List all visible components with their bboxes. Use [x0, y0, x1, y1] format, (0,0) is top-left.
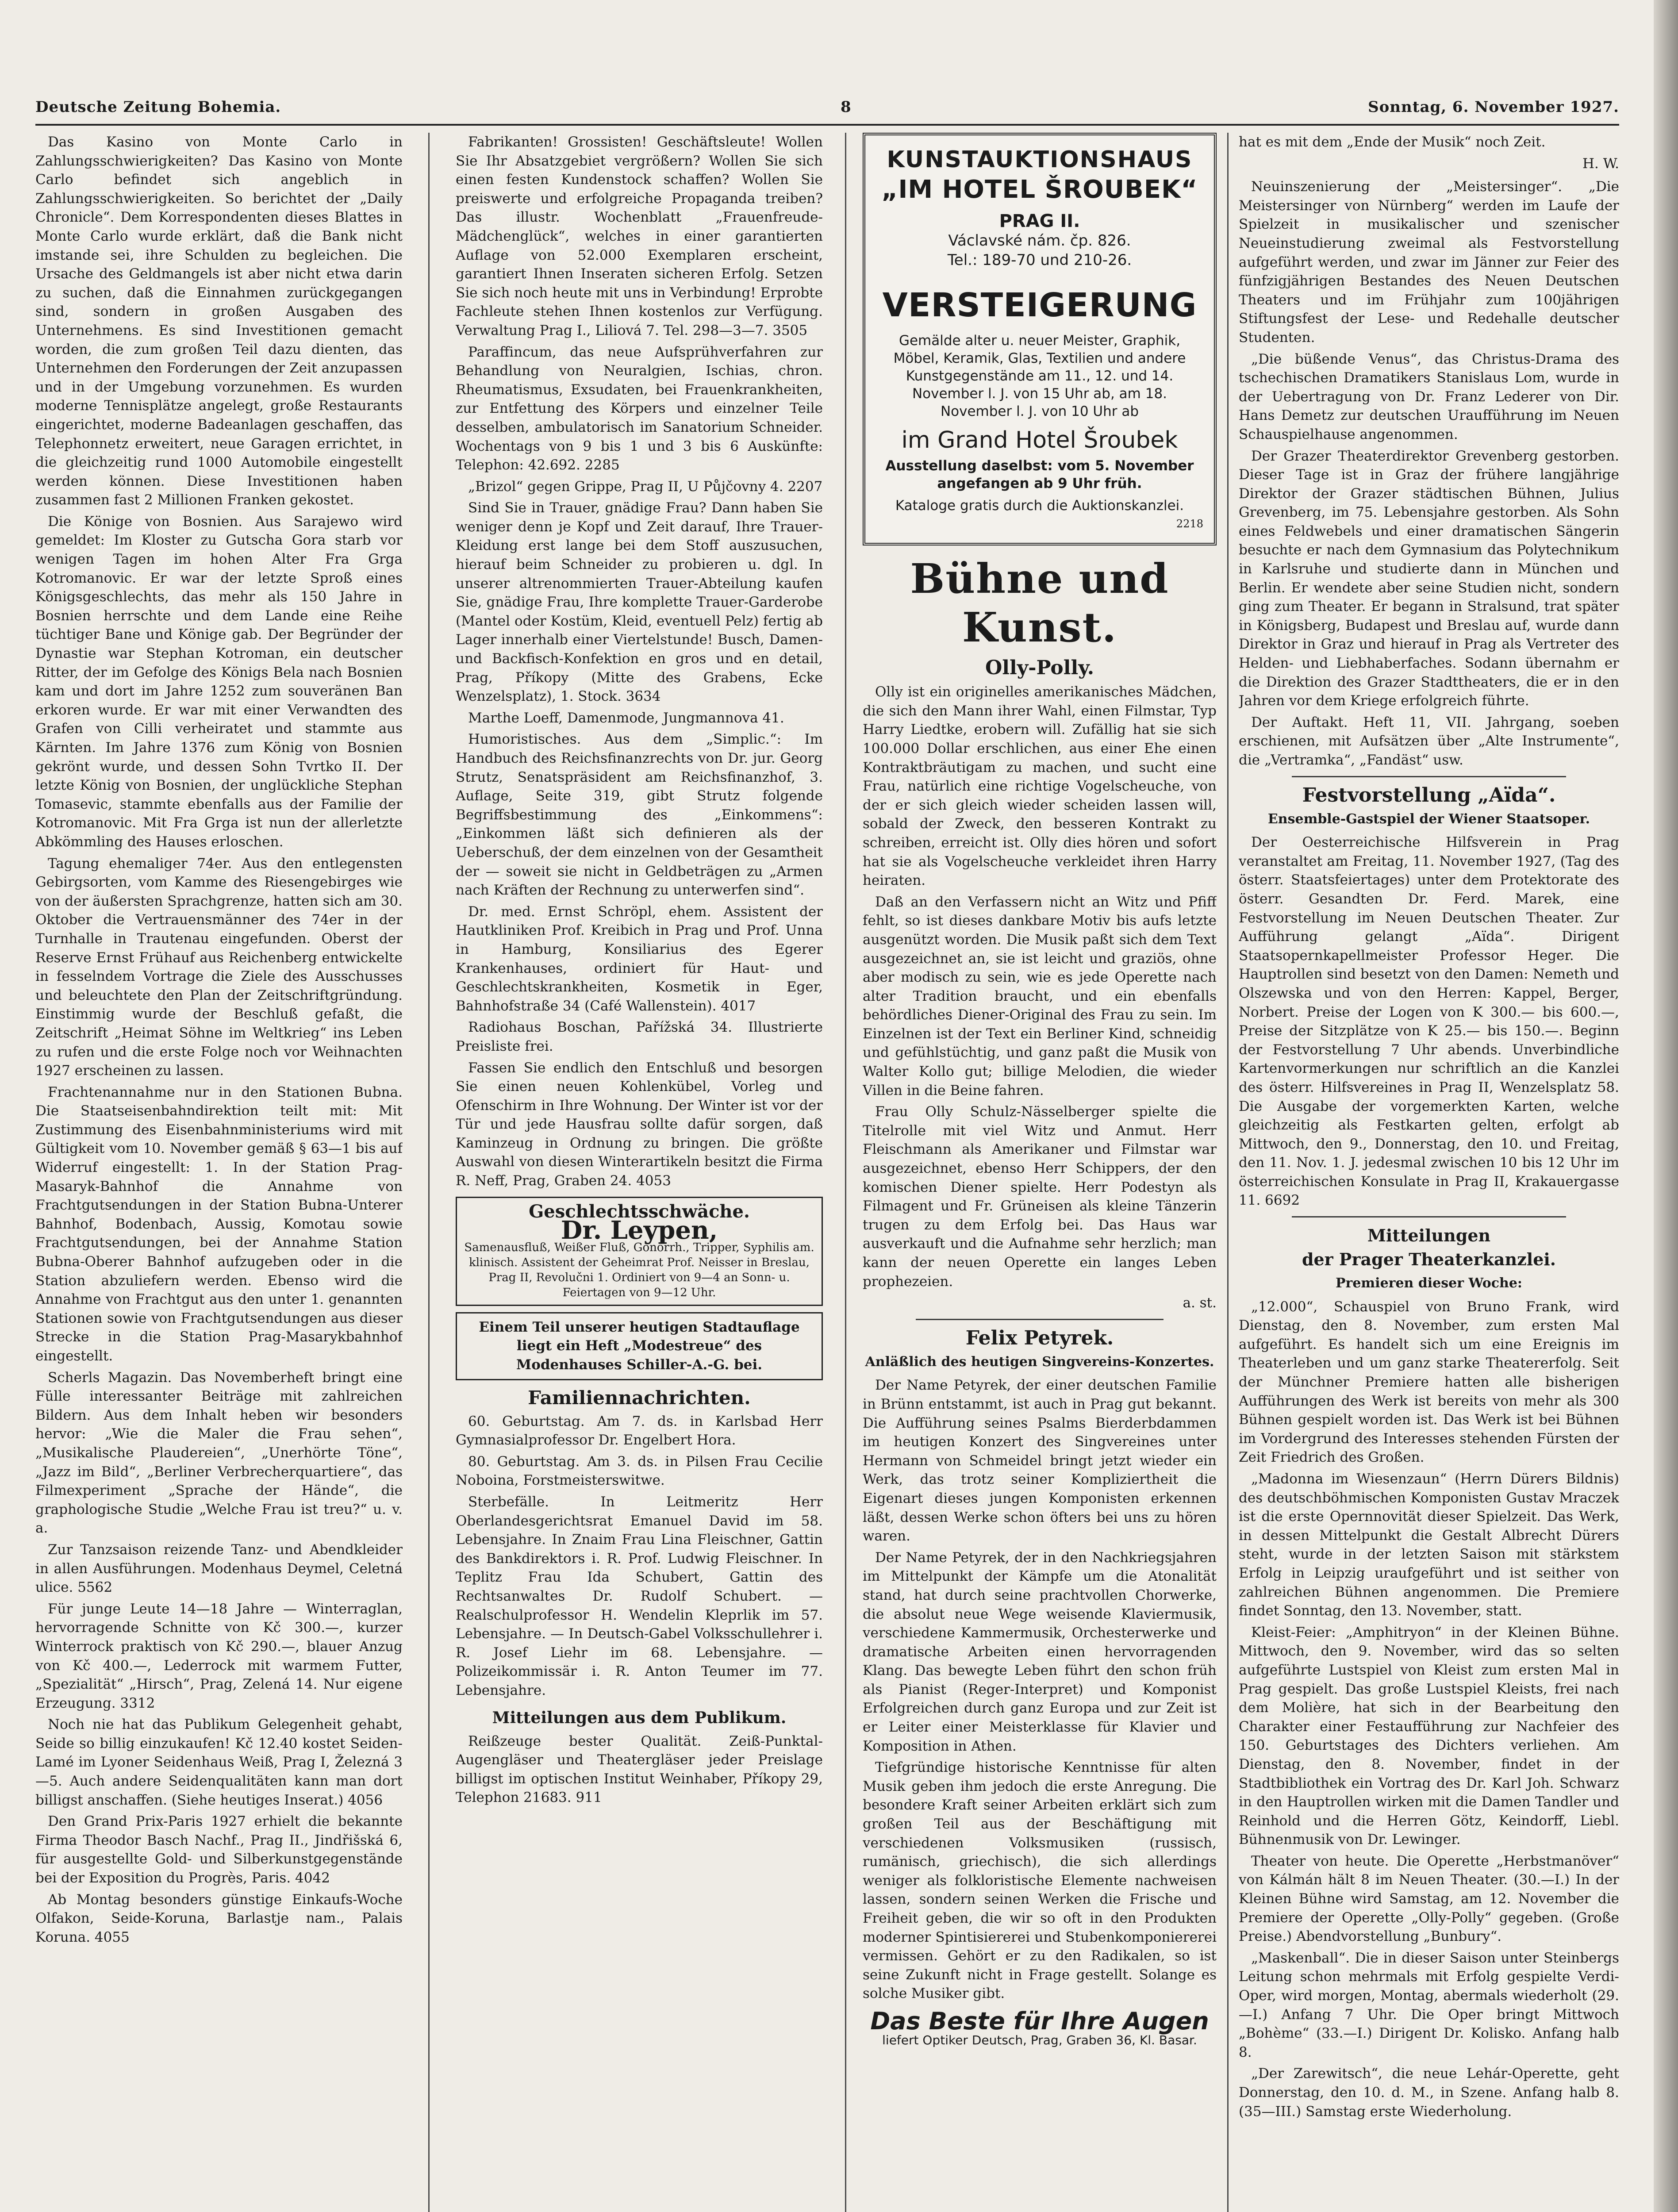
premiere-item: Kleist-Feier: „Amphitryon“ in der Kleinen Bühne. Mittwoch, den 9. November, wird das so selten aufgeführte Lustspiel von Kleist zum ersten Mal in Prag gespielt. Das große Lustspiel Kleists, frei nach dem Molière, hat sich in der Bearbeitung den Charakter einer Festaufführung zur Nachfeier des 150. Geburtstages des Dichters verliehen. Am Dienstag, den 8. November, findet in der Stadtbibliothek ein Vortrag des Dr. Karl Joh. Schwarz in den Hauptrollen wirken mit die Damen Tandler und Reinhold und die Herren Götz, Keindorff, Liebl. Bühnenmusik von Dr. Lewinger.	[1239, 1624, 1619, 1848]
article-aida-text: Der Oesterreichische Hilfsverein in Prag veranstaltet am Freitag, 11. November 1927, (Tag des österr. Staatsfeiertages) unter dem Protektorate des österr. Gesandten Dr. Ferd. Marek, eine Festvorstellung im Neuen Deutschen Theater. Zur Aufführung gelangt „Aïda“. Dirigent Staatsopernkapellmeister Professor Heger. Die Hauptrollen sind besetzt von den Damen: Nemeth und Olszewska und von den Herren: Kappel, Berger, Norbert. Preise der Logen von K 300.— bis 600.—, Preise der Sitzplätze von K 25.— bis 150.—. Beginn der Festvorstellung 7 Uhr abends. Unverbindliche Kartenvormerkungen nur schriftlich an die Kanzlei des österr. Hilfsvereines in Prag II, Wenzelsplatz 58. Die Ausgabe der vorgemerkten Karten, welche gleichzeitig als Festkarten gelten, erfolgt ab Mittwoch, den 9., Donnerstag, den 10. und Freitag, den 11. Nov. 1. J. jedesmal zwischen 10 bis 12 Uhr im österreichischen Konsulate in Prag II, Krakauergasse 11. 6692	[1239, 834, 1619, 1209]
review-olly-polly-heading: Olly-Polly.	[985, 657, 1094, 680]
ad-auction-title: KUNSTAUKTIONSHAUS	[887, 146, 1193, 173]
article-freight-bubna: Frachtenannahme nur in den Stationen Bubna. Die Staatseisenbahndirektion teilt mit: Mit Zustimmung des Eisenbahnministeriums wird mit Gültigkeit vom 10. November gemäß § 63—1 bis auf Widerruf eingestellt: 1. In der Station Prag-Masaryk-Bahnhof die Annahme von Frachtgutsendungen in der Station Bubna-Unterer Bahnhof, Bodenbach, Aussig, Komotau sowie Frachtgutsendungen, bei der Annahme Station Bubna-Oberer Bahnhof aufzugeben oder in die Station abzuliefern werden. Ebenso wird die Annahme von Frachtgut aus den unter 1. genannten Stationen sowie von Frachtgutsendungen aus dieser Strecke in die Station Prag-Masarykbahnhof eingestellt.	[35, 1084, 403, 1364]
public-notices-heading: Mitteilungen aus dem Publikum.	[492, 1708, 787, 1727]
ad-leypen-name: Dr. Leypen,	[561, 1216, 718, 1245]
premiere-item: „Maskenball“. Die in dieser Saison unter Steinbergs Leitung schon mehrmals mit Erfolg gespielte Verdi-Oper, wird morgen, Montag, abermals wiederholt (29.—I.) Anfang 7 Uhr. Die Oper bringt Mittwoch „Bohème“ (33.—I.) Dirigent Dr. Kolisko. Anfang halb 8.	[1239, 1950, 1619, 2060]
article-grevenberg: Der Grazer Theaterdirektor Grevenberg gestorben. Dieser Tage ist in Graz der frühere langjährige Direktor der Grazer städtischen Bühnen, Julius Grevenberg, im 75. Lebensjahre gestorben. Als Sohn eines Feldwebels und einer dramatischen Sängerin besuchte er nach dem Gymnasium das Polytechnikum in Karlsruhe und studierte dann in München und Berlin. Er wendete aber seine Studien nicht, sondern ging zum Theater. Er begann in Stralsund, trat später in Königsberg, Budapest und Breslau auf, wurde dann Direktor in Graz und hierauf in Prag als Vertreter des Helden- und Liebhaberfaches. Sodann übernahm er die Direktion des Grazer Stadttheaters, die er in den Jahren vor dem Kriege erfolgreich führte.	[1239, 448, 1619, 709]
column-1	[35, 133, 403, 2212]
masthead-title: Deutsche Zeitung Bohemia.	[35, 98, 281, 116]
article-buessende-venus: „Die büßende Venus“, das Christus-Drama des tschechischen Dramatikers Stanislaus Lom, wurde in der Uebertragung von Dr. Franz Lederer von Dir. Hans Demetz zur deutschen Uraufführung im Neuen Schauspielhause angenommen.	[1239, 351, 1619, 442]
notice-dance-dresses: Zur Tanzsaison reizende Tanz- und Abendkleider in allen Ausführungen. Modenhaus Deymel, Celetná ulice. 5562	[35, 1541, 403, 1596]
premiere-item: Theater von heute. Die Operette „Herbstmanöver“ von Kálmán hält 8 im Neuen Theater. (30.—I.) In der Kleinen Bühne wird Samstag, am 12. November die Premiere der Operette „Olly-Polly“ gegeben. (Große Preise.) Abendvorstellung „Bunbury“.	[1239, 1853, 1619, 1945]
article-petyrek-text: Der Name Petyrek, der in den Nachkriegsjahren im Mittelpunkt der Kämpfe um die Atonalität stand, hat durch seine prachtvollen Chorwerke, die absolut neue Wege weisende Klaviermusik, verschiedene Kammermusik, Orchesterwerke und dramatische Arbeiten einen hervorragenden Klang. Das bewegte Leben führt den schon früh als Pianist (Reger-Interpret) und Komponist Erfolgreichen durch ganz Europa und zur Zeit ist er Leiter einer Meisterklasse für Klavier und Komposition in Athen.	[863, 1549, 1217, 1754]
family-news-heading: Familiennachrichten.	[528, 1386, 751, 1409]
premiere-item: „12.000“, Schauspiel von Bruno Frank, wird Dienstag, den 8. November, zum ersten Mal aufgeführt. Es handelt sich um eine Ereignis im Theaterleben und um ganz starke Theatererfolg. Seit der Münchner Premiere hatten alle bisherigen Aufführungen des Werk ist bereits von mehr als 300 Bühnen gespielt worden ist. Das Werk ist bei Bühnen im Vordergrund des Interesses stehenden Fürsten der Zeit Friedrich des Großen.	[1239, 1298, 1619, 1466]
ad-auction-house	[863, 133, 1217, 545]
notice-silk-sale: Noch nie hat das Publikum Gelegenheit gehabt, Seide so billig einzukaufen! Kč 12.40 kostet Seiden-Lamé im Lyoner Seidenhaus Weiß, Prag I, Železná 3—5. Auch andere Seidenqualitäten kann man dort billigst anschaffen. (Siehe heutiges Inserat.) 4056	[35, 1717, 403, 1808]
column-2	[456, 133, 823, 2212]
issue-date: Sonntag, 6. November 1927.	[1368, 98, 1619, 116]
ad-auction-exhibition: Ausstellung daselbst: vom 5. November angefangen ab 9 Uhr früh.	[885, 457, 1194, 492]
article-meistersinger: Neuinszenierung der „Meistersinger“. „Die Meistersinger von Nürnberg“ werden im Laufe der Spielzeit in musikalischer und szenischer Neueinstudierung zweimal als Festvorstellung aufgeführt werden, und zwar im Jänner zur Feier des fünfzigjährigen Bestandes des Neuen Deutschen Theaters und im Frühjahr zum 100jährigen Stiftungsfest der Lese- und Redehalle deutscher Studenten.	[1239, 179, 1619, 346]
ad-auction-description: Gemälde alter u. neuer Meister, Graphik, Möbel, Keramik, Glas, Textilien und andere Kunstgegenstände am 11., 12. und 14. November l. J. von 15 Uhr ab, am 18. November l. J. von 10 Uhr ab	[893, 333, 1186, 419]
notice-brizol: „Brizol“ gegen Grippe, Prag II, U Půjčovny 4. 2207	[468, 478, 823, 495]
divider	[916, 1319, 1163, 1320]
ad-leypen-text: Samenausfluß, Weißer Fluß, Gonorrh., Tripper, Syphilis am. klinisch. Assistent der Geheimrat Prof. Neisser in Breslau, Prag II, Revolučni 1. Ordiniert von 9—4 an Sonn- u. Feiertagen von 9—12 Uhr.	[464, 1240, 814, 1299]
ad-auction-venue: im Grand Hotel Šroubek	[901, 427, 1178, 453]
article-signature: H. W.	[1582, 155, 1619, 172]
article-aida-subheading: Ensemble-Gastspiel der Wiener Staatsoper.	[1267, 811, 1590, 827]
ad-auction-address: Václavské nám. čp. 826.	[948, 232, 1131, 250]
notice-supplement: Einem Teil unserer heutigen Stadtauflage liegt ein Heft „Modestreue“ des Modenhauses Schiller-A.-G. bei.	[456, 1312, 823, 1380]
article-scherls-magazin: Scherls Magazin. Das Novemberheft bringt eine Fülle interessanter Beiträge mit zahlreichen Bildern. Aus dem Inhalt heben wir besonders hervor: „Wie die Maler die Frau sehen“, „Musikalische Plaudereien“, „Unerhörte Töne“, „Jazz im Bild“, „Berliner Verbrecherquartiere“, das Filmexperiment „Sprache der Hände“, die graphologische Studie „Welche Frau ist treu?“ u. v. a.	[35, 1369, 403, 1536]
ad-auction-city: PRAG II.	[999, 211, 1080, 231]
article-petyrek-text: Tiefgründige historische Kenntnisse für alten Musik geben ihm jedoch die erste Anregung. Die besondere Kraft seiner Arbeiten erklärt sich zum großen Teil aus der Beschäftigung mit verschiedenen Volksmusiken (russisch, rumänisch, griechisch), die sich allerdings weniger als folkloristische Elemente nachweisen lassen, sondern seinen Werken die Frische und Freiheit geben, die wir so oft in den Produkten moderner Spintisiererei und Stubenkomponiererei vermissen. Gehört er zu den Radikalen, so ist seine Zukunft nicht in Frage gestellt. Solange es solche Musiker gibt.	[863, 1759, 1217, 2002]
column-rule	[1227, 133, 1229, 2212]
ad-auction-headline: VERSTEIGERUNG	[882, 286, 1197, 324]
review-olly-polly-text: Olly ist ein originelles amerikanisches Mädchen, die sich den Mann ihrer Wahl, einen Filmstar, Typ Harry Liedtke, erobern will. Zufällig hat sie sich 100.000 Dollar erschlichen, aus einer Ehe einen Kontraktbräutigam zu machen, und sucht eine Frau, natürlich eine richtige Vogelscheuche, von der er sich gleich wieder scheiden lassen will, sobald der Zweck, den besseren Kontrakt zu schreiben, erreicht ist. Olly dies hören und sofort hat sie als Vogelscheuche verkleidet ihren Harry heiraten.	[863, 684, 1217, 889]
article-petyrek-subheading: Anläßlich des heutigen Singvereins-Konzertes.	[865, 1354, 1214, 1370]
divider	[1292, 776, 1566, 777]
article-74er-meeting: Tagung ehemaliger 74er. Aus den entlegensten Gebirgsorten, vom Kamme des Riesengebirges wie von der äußersten Sprachgrenze, hatten sich am 30. Oktober die Vertrauensmänner des 74er in der Turnhalle in Trautenau eingefunden. Oberst der Reserve Ernst Frühauf aus Reichenberg entwickelte in fesselndem Vortrage die Ziele des Ausschusses und beleuchtete den Plan der Zeitschriftgründung. Einstimmig wurde der Beschluß gefaßt, die Zeitschrift „Heimat Söhne im Weltkrieg“ ins Leben zu rufen und die erste Folge noch vor Weihnachten 1927 erscheinen zu lassen.	[35, 855, 403, 1079]
premiere-item: „Madonna im Wiesenzaun“ (Herrn Dürers Bildnis) des deutschböhmischen Komponisten Gustav Mraczek ist die erste Opernnovität dieser Spielzeit. Das Werk, in dessen Mittelpunkt die Gestalt Albrecht Dürers steht, wurde in der letzten Saison mit stärkstem Erfolg in Leipzig uraufgeführt und ist seither von zahlreichen Bühnen angenommen. Die Premiere findet Sonntag, den 13. November, statt.	[1239, 1471, 1619, 1619]
article-aida-heading: Festvorstellung „Aïda“.	[1302, 783, 1556, 806]
column-3	[863, 133, 1217, 2212]
page-header	[35, 93, 1619, 126]
theater-notices-subheading: der Prager Theaterkanzlei.	[1302, 1249, 1556, 1270]
page-edge	[1654, 0, 1678, 2212]
notice-dr-schroepl: Dr. med. Ernst Schröpl, ehem. Assistent der Hautkliniken Prof. Kreibich in Prag und Prof. Unna in Hamburg, Konsiliarius des Egerer Krankenhauses, ordiniert für Haut- und Geschlechtskrankheiten, Kosmetik in Eger, Bahnhofstraße 34 (Café Wallenstein). 4017	[456, 903, 823, 1014]
ad-auction-phone: Tel.: 189-70 und 210-26.	[947, 251, 1132, 269]
family-news-item: Sterbefälle. In Leitmeritz Herr Oberlandesgerichtsrat Emanuel David im 58. Lebensjahre. In Znaim Frau Lina Fleischner, Gattin des Bankdirektors i. R. Prof. Ludwig Fleischner. In Teplitz Frau Ida Schubert, Gattin des Rechtsanwaltes Dr. Rudolf Schubert. — Realschulprofessor H. Wendelin Kleprlik im 57. Lebensjahre. — In Deutsch-Gabel Volksschullehrer i. R. Josef Liehr im 68. Lebensjahre. — Polizeikommissär i. R. Anton Teumer im 77. Lebensjahre.	[456, 1494, 823, 1698]
notice-grand-prix: Den Grand Prix-Paris 1927 erhielt die bekannte Firma Theodor Basch Nachf., Prag II., Jindřišská 6, für ausgestellte Gold- und Silberkunstgegenstände bei der Exposition du Progrès, Paris. 4042	[35, 1813, 403, 1886]
review-olly-polly-text: Frau Olly Schulz-Nässelberger spielte die Titelrolle mit viel Witz und Anmut. Herr Fleischmann als Amerikaner und Filmstar war ausgezeichnet, ebenso Herr Schippers, der den komischen Diener spielte. Herr Podestyn als Filmagent und Fr. Grüneisen als kleine Tänzerin trugen zu dem Erfolg bei. Das Haus war ausverkauft und die Aufnahme sehr herzlich; man kann der neuen Operette ein langes Leben prophezeien.	[863, 1104, 1217, 1290]
column-rule	[845, 133, 846, 2212]
column-4	[1239, 133, 1619, 2212]
ad-leypen-heading: Geschlechtsschwäche.	[529, 1201, 750, 1222]
article-monte-carlo: Das Kasino von Monte Carlo in Zahlungsschwierigkeiten? Das Kasino von Monte Carlo befindet sich angeblich in Zahlungsschwierigkeiten. So berichtet der „Daily Chronicle“. Dem Korrespondenten dieses Blattes in Monte Carlo wurde erklärt, daß die Bank nicht imstande sei, ihre Schulden zu begleichen. Die Ursache des Geldmangels ist aber nicht etwa darin zu suchen, daß die Einnahmen zurückgegangen sind, sondern in großen Ausgaben des Unternehmens. Es sind Investitionen gemacht worden, die zum großen Teil dazu dienten, das Unternehmen den Forderungen der Zeit anzupassen und in der Umgebung vorzunehmen. Es wurden moderne Tennisplätze angelegt, große Restaurants eingerichtet, moderne Badeanlagen geschaffen, das Telephonnetz erweitert, neue Garagen errichtet, in die gleichzeitig rund 1000 Automobile eingestellt werden können. Diese Investitionen haben zusammen fast 2 Millionen Franken gekostet.	[35, 134, 403, 508]
article-petyrek-text: Der Name Petyrek, der einer deutschen Familie in Brünn entstammt, ist auch in Prag gut bekannt. Die Aufführung seines Psalms Bierderbdammen im heutigen Konzert des Singvereines unter Hermann von Schmeidel bringt jetzt wieder ein Werk, das trotz seiner Kompliziertheit die Eigenart dieses jungen Komponisten erkennen läßt, dessen Werke schon öfters bei uns zu hören waren.	[863, 1377, 1217, 1544]
notice-shopping-week: Ab Montag besonders günstige Einkaufs-Woche Olfakon, Seide-Koruna, Barlastje nam., Palais Koruna. 4055	[35, 1891, 403, 1945]
section-heading-stage-art: Bühne und Kunst.	[910, 555, 1169, 652]
notice-mourning-wear: Sind Sie in Trauer, gnädige Frau? Dann haben Sie weniger denn je Kopf und Zeit darauf, Ihre Trauer-Kleidung erst lange bei dem Stoff auszusuchen, hierauf beim Schneider zu probieren u. dgl. In unserer altrenommierten Trauer-Abteilung kaufen Sie, gnädige Frau, Ihre komplette Trauer-Garderobe (Mantel oder Kostüm, Kleid, eventuell Pelz) fertig ab Lager innerhalb einer Viertelstunde! Busch, Damen- und Backfisch-Konfektion en gros und en detail, Prag, Příkopy (Mitte des Grabens, Ecke Wenzelsplatz), 1. Stock. 3634	[456, 500, 823, 705]
review-signature: a. st.	[1183, 1295, 1217, 1311]
article-humor: Humoristisches. Aus dem „Simplic.“: Im Handbuch des Reichsfinanzrechts von Dr. jur. Georg Strutz, Senatspräsident am Reichsfinanzhof, 3. Auflage, Seite 319, gibt Strutz folgende Begriffsbestimmung des „Einkommens“: „Einkommen läßt sich definieren als der Ueberschuß, der dem einzelnen von der Gesamtheit der — soweit sie nicht in Geldbeträgen zu „Armen nach Kräften der Rechnung zu unterwerfen sind“.	[456, 731, 823, 899]
notice-manufacturers: Fabrikanten! Grossisten! Geschäftsleute! Wollen Sie Ihr Absatzgebiet vergrößern? Wollen Sie sich einen festen Kundenstock schaffen? Wollen Sie preiswerte und erfolgreiche Propaganda treiben? Das illustr. Wochenblatt „Frauenfreude-Mädchenglück“, welches in einer garantierten Auflage von 52.000 Exemplaren erscheint, garantiert Ihnen Inseraten sicheren Erfolg. Setzen Sie sich noch heute mit uns in Verbindung! Erprobte Fachleute stehen Ihnen kostenlos zur Verfügung. Verwaltung Prag I., Liliová 7. Tel. 298—3—7. 3505	[456, 134, 823, 338]
notice-optics: Reißzeuge bester Qualität. Zeiß-Punktal-Augengläser und Theatergläser jeder Preislage billigst im optischen Institut Weinhaber, Příkopy 29, Telephon 21683. 911	[456, 1733, 823, 1806]
premiere-item: „Der Zarewitsch“, die neue Lehár-Operette, geht Donnerstag, den 10. d. M., in Szene. Anfang halb 8. (35—III.) Samstag erste Wiederholung.	[1239, 2066, 1619, 2120]
article-bosnia-kings: Die Könige von Bosnien. Aus Sarajewo wird gemeldet: Im Kloster zu Gutscha Gora starb vor wenigen Tagen im hohen Alter Fra Grga Kotromanovic. Er war der letzte Sproß eines Königsgeschlechts, das mehr als 150 Jahre in Bosnien herrschte und dem Lande eine Reihe tüchtiger Bane und Könige gab. Der Begründer der Dynastie war Stephan Kotroman, ein deutscher Ritter, der im Gefolge des Königs Bela nach Bosnien kam und dort im Jahre 1252 zum souveränen Ban erkoren wurde. Er war mit einer Verwandten des Grafen von Cilli verheiratet und stammte aus Kärnten. Im Jahre 1376 zum König von Bosnien gekrönt wurde, und dessen Sohn Tvrtko II. Der letzte König von Bosnien, der unglückliche Stephan Tomasevic, stammte ebenfalls aus der Familie der Kotromanovic. Mit Fra Grga ist nun der allerletzte Abkömmling des Hauses erloschen.	[35, 513, 403, 850]
divider	[1292, 1216, 1566, 1217]
notice-paraffincum: Paraffincum, das neue Aufsprühverfahren zur Behandlung von Neuralgien, Ischias, chron. Rheumatismus, Exsudaten, bei Frauenkrankheiten, zur Entfettung des Körpers und einzelner Teile desselben, ambulatorisch im Sanatorium Schneider. Wochentags von 9 bis 1 und 3 bis 6 Auskünfte: Telephon: 42.692. 2285	[456, 344, 823, 473]
notice-coal-buckets: Fassen Sie endlich den Entschluß und besorgen Sie einen neuen Kohlenkübel, Vorleg und Ofenschirm in Ihre Wohnung. Der Winter ist vor der Tür und jede Hausfrau sollte dafür sorgen, daß Kaminzeug in Ordnung zu bringen. Die größte Auswahl von diesen Winterartikeln besitzt die Firma R. Neff, Prag, Graben 24. 4053	[456, 1060, 823, 1189]
ad-dr-leypen	[456, 1197, 823, 1306]
ad-auction-catalogue: Kataloge gratis durch die Auktionskanzlei.	[895, 497, 1184, 514]
family-news-item: 80. Geburtstag. Am 3. ds. in Pilsen Frau Cecilie Noboina, Forstmeisterswitwe.	[456, 1453, 823, 1489]
family-news-item: 60. Geburtstag. Am 7. ds. in Karlsbad Herr Gymnasialprofessor Dr. Engelbert Hora.	[456, 1413, 823, 1448]
notice-marthe-loeff: Marthe Loeff, Damenmode, Jungmannova 41.	[468, 710, 784, 726]
article-petyrek-heading: Felix Petyrek.	[965, 1326, 1114, 1349]
premieres-heading: Premieren dieser Woche:	[1335, 1275, 1522, 1291]
ad-auction-number: 2218	[1176, 517, 1203, 530]
notice-young-men-clothing: Für junge Leute 14—18 Jahre — Winterraglan, hervorragende Schnitte von Kč 300.—, kurzer Winterrock praktisch von Kč 290.—, blauer Anzug von Kč 400.—, Lederrock mit warmem Futter, „Spezialität“ „Hirsch“, Prag, Zelená 14. Nur eigene Erzeugung. 3312	[35, 1601, 403, 1711]
ad-optician-headline: Das Beste für Ihre Augen	[870, 2007, 1209, 2035]
theater-notices-heading: Mitteilungen	[1367, 1225, 1491, 1246]
review-olly-polly-text: Daß an den Verfassern nicht an Witz und Pfiff fehlt, so ist dieses dankbare Motiv bis aufs letzte ausgenützt worden. Die Musik paßt sich dem Text ausgezeichnet an, sie ist leicht und graziös, ohne aber modisch zu sein, wie es jede Operette nach alter Tradition braucht, und ein ebenfalls behördliches Diener-Original des Frau zu sein. Im Einzelnen ist der Text ein Berliner Kind, schneidig und gefühlstüchtig, und ganz paßt die Musik von Walter Kollo gut; billige Melodien, die wieder Villen in die Beine fahren.	[863, 894, 1217, 1098]
article-continuation: hat es mit dem „Ende der Musik“ noch Zeit.	[1239, 134, 1546, 150]
notice-radiohaus: Radiohaus Boschan, Pařížská 34. Illustrierte Preisliste frei.	[456, 1019, 823, 1054]
column-rule	[428, 133, 430, 2212]
ad-auction-hotel-name: „IM HOTEL ŠROUBEK“	[881, 175, 1198, 204]
ad-optician-address: liefert Optiker Deutsch, Prag, Graben 36, Kl. Basar.	[882, 2032, 1197, 2047]
page-number: 8	[841, 98, 852, 116]
article-auftakt: Der Auftakt. Heft 11, VII. Jahrgang, soeben erschienen, mit Aufsätzen über „Alte Instrumente“, die „Vertramka“, „Fandäst“ usw.	[1239, 714, 1619, 768]
